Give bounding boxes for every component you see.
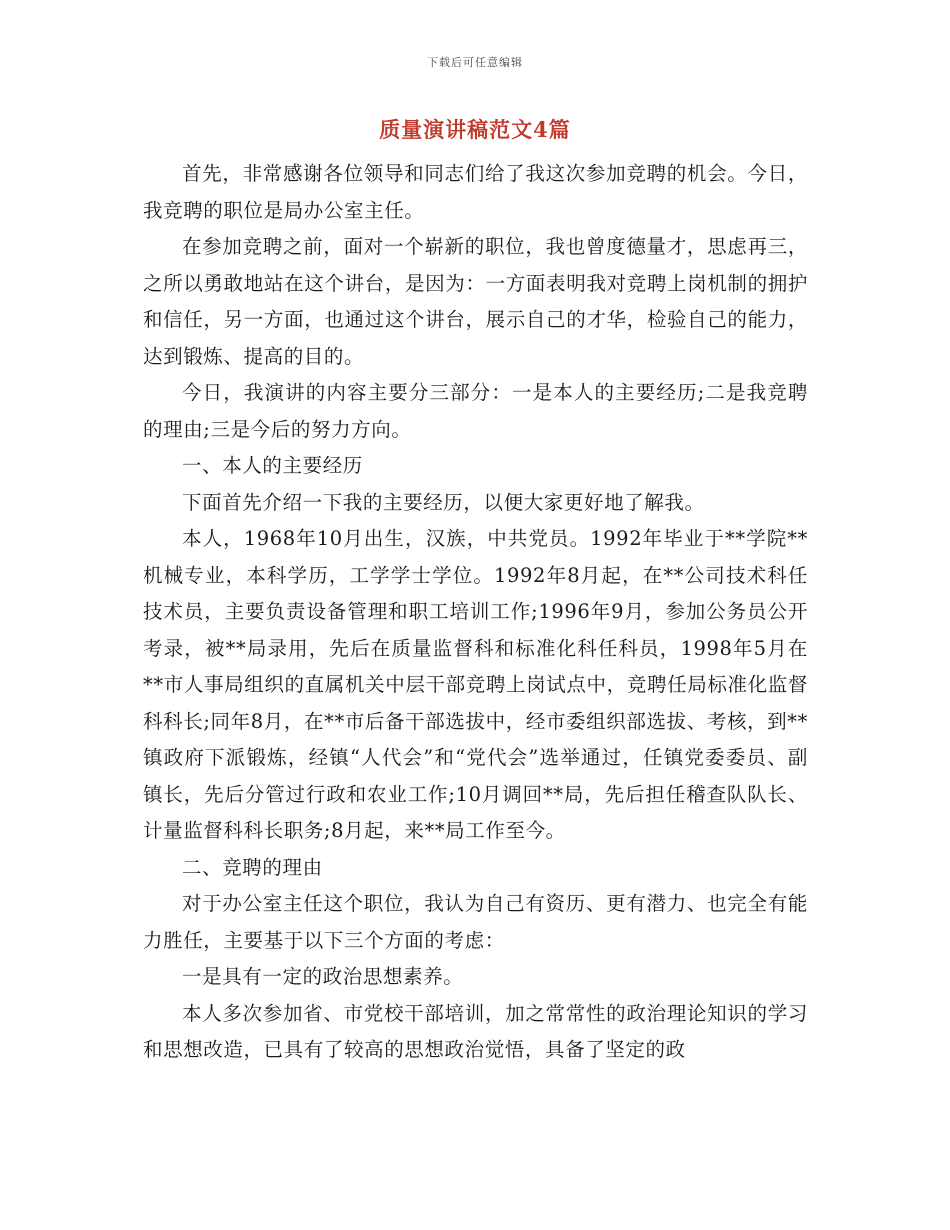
paragraph: 一是具有一定的政治思想素养。 [182,965,464,988]
paragraph: 本人，1968年10月出生，汉族，中共党员。1992年毕业于**学院**机械专业，本科学历，工学学士学位。1992年8月起，在**公司技术科任技术员，主要负责设备管理和职工培训工作;1996年9月，参加公务员公开考录，被**局录用，先后在质量监督科和标准化科任科员，1998年5月在**市人事局组织的直属机关中层干部竞聘上岗试点中，竞聘任局标准化监督科科长;同年8月，在**市后备干部选拔中，经市委组织部选拔、考核，到**镇政府下派锻炼，经镇“人代会”和“党代会”选举通过，任镇党委委员、副镇长，先后分管过行政和农业工作;10月调回**局，先后担任稽查队队长、计量监督科科长职务;8月起，来**局工作至今。 [143,527,808,842]
section-heading: 一、本人的主要经历 [182,454,363,477]
paragraph: 对于办公室主任这个职位，我认为自己有资历、更有潜力、也完全有能力胜任，主要基于以下三个方面的考虑： [143,892,808,952]
document-title: 质量演讲稿范文4篇 [379,117,571,142]
paragraph: 首先，非常感谢各位领导和同志们给了我这次参加竞聘的机会。今日，我竞聘的职位是局办公室主任。 [143,162,808,222]
section-heading: 二、竞聘的理由 [182,855,323,879]
document-body [143,156,808,1069]
header-note: 下载后可任意编辑 [427,56,523,69]
paragraph: 在参加竞聘之前，面对一个崭新的职位，我也曾度德量才，思虑再三，之所以勇敢地站在这个讲台，是因为：一方面表明我对竞聘上岗机制的拥护和信任，另一方面，也通过这个讲台，展示自己的才华，检验自己的能力，达到锻炼、提高的目的。 [143,235,808,368]
paragraph: 下面首先介绍一下我的主要经历，以便大家更好地了解我。 [182,490,705,514]
paragraph: 本人多次参加省、市党校干部培训，加之常常性的政治理论知识的学习和思想改造，已具有了较高的思想政治觉悟，具备了坚定的政 [143,1001,808,1061]
paragraph: 今日，我演讲的内容主要分三部分：一是本人的主要经历;二是我竞聘的理由;三是今后的努力方向。 [143,381,808,441]
